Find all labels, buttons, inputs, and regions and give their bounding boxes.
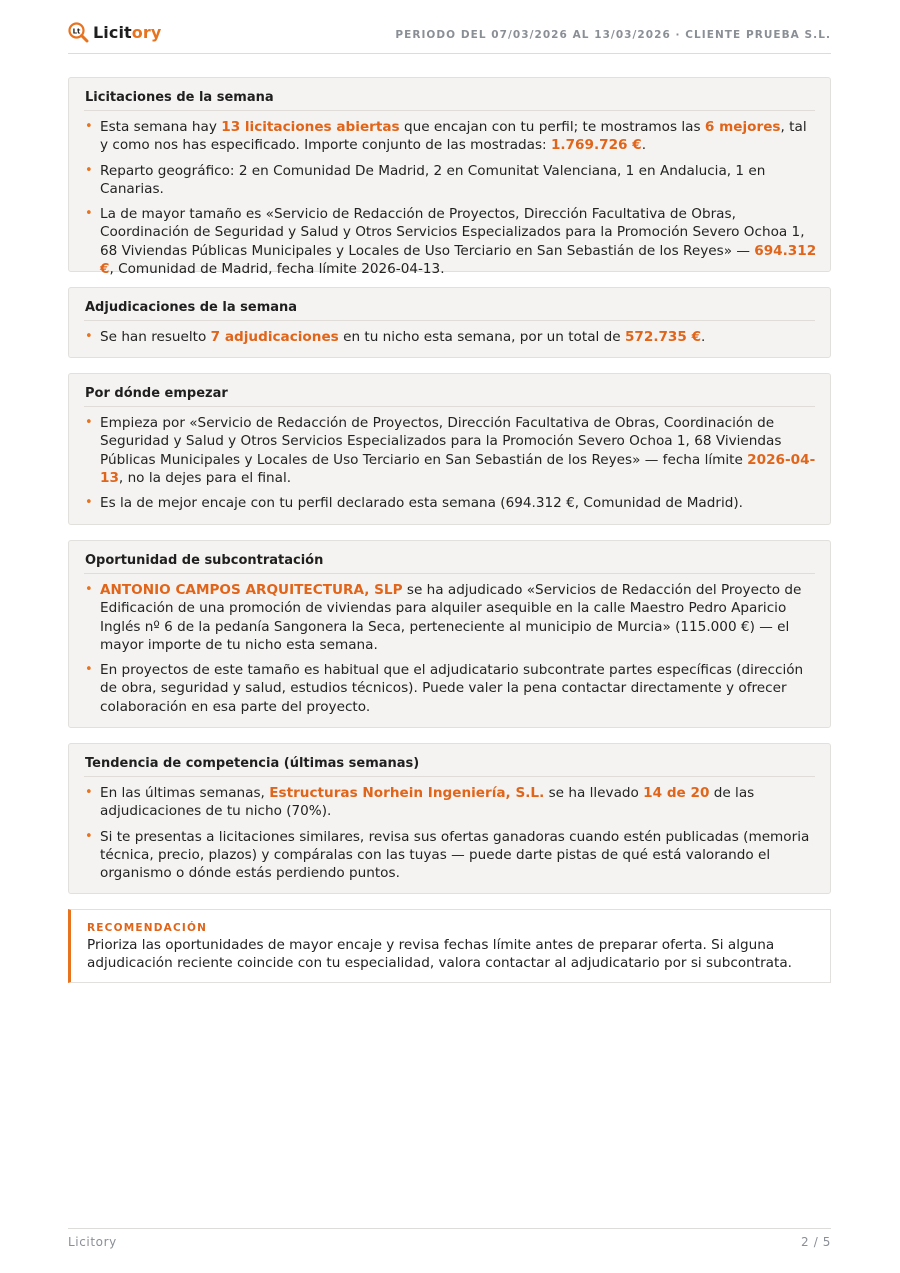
bullet-list <box>69 328 830 353</box>
list-item <box>69 205 830 278</box>
section-title: Tendencia de competencia (últimas semanas) <box>85 756 420 771</box>
highlight-text: ANTONIO CAMPOS ARQUITECTURA, SLP <box>100 582 403 598</box>
item-text: se ha adjudicado «Servicios de Redacción del Proyecto de Edificación de una promoción de viviendas para alquiler asequible en la calle Maestro Pedro Aparicio Inglés nº 6 de la pedanía Sangonera la Seca, perteneciente al municipio de Murcia» (115.000 €) — el mayor importe de tu nicho esta semana. <box>100 582 802 653</box>
list-item <box>69 581 830 654</box>
item-text: Si te presentas a licitaciones similares, revisa sus ofertas ganadoras cuando estén publicadas (memoria técnica, precio, plazos) y compáralas con las tuyas — puede darte pistas de qué está valorando el organismo o dónde estás perdiendo puntos. <box>100 828 810 882</box>
list-item <box>69 328 830 346</box>
highlight-text: 13 licitaciones abiertas <box>221 119 400 135</box>
item-text: En las últimas semanas, <box>100 785 270 801</box>
bullet-dot-icon: • <box>85 119 93 134</box>
highlight-text: Estructuras Norhein Ingeniería, S.L. <box>269 785 545 801</box>
list-item <box>69 118 830 155</box>
bullet-list <box>69 414 830 519</box>
item-text: en tu nicho esta semana, por un total de <box>338 329 625 345</box>
list-item <box>69 162 830 199</box>
item-text: de las adjudicaciones de tu nicho (70%). <box>100 785 755 820</box>
highlight-text: 7 adjudicaciones <box>210 329 339 345</box>
section-title: Adjudicaciones de la semana <box>85 300 298 315</box>
recommendation-text: Prioriza las oportunidades de mayor encaje y revisa fechas límite antes de preparar oferta. Si alguna adjudicación reciente coincide con tu especialidad, valora contactar al adjudicatario por si subcontrata. <box>87 937 792 972</box>
bullet-dot-icon: • <box>85 582 93 597</box>
section-title: Por dónde empezar <box>85 386 228 401</box>
bullet-dot-icon: • <box>85 662 93 678</box>
list-item <box>69 494 830 512</box>
item-text: Es la de mejor encaje con tu perfil declarado esta semana (694.312 €, Comunidad de Madrid). <box>100 495 744 512</box>
item-text: . <box>641 137 647 154</box>
item-text: La de mayor tamaño es «Servicio de Redacción de Proyectos, Dirección Facultativa de Obras, Coordinación de Seguridad y Salud y Otros Servicios Especializados para la Promoción Severo Ochoa 1, 68 Viviendas Públicas Municipales y Locales de Uso Terciario en San Sebastián de los Reyes» — <box>100 206 805 259</box>
recommendation-callout <box>68 909 831 983</box>
item-text: que encajan con tu perfil; te mostramos las <box>399 119 705 135</box>
bullet-dot-icon: • <box>85 206 93 222</box>
list-item <box>69 828 830 883</box>
highlight-text: 6 mejores <box>704 119 781 135</box>
section-licitaciones <box>68 77 831 278</box>
section-divider <box>84 320 815 321</box>
bullet-list <box>69 118 830 285</box>
section-divider <box>84 776 815 777</box>
section-por-donde-empezar <box>68 373 831 525</box>
item-text: Empieza por «Servicio de Redacción de Proyectos, Dirección Facultativa de Obras, Coordinación de Seguridad y Salud y Otros Servicios Especializados para la Promoción Severo Ochoa 1, 68 Viviendas Públicas Municipales y Locales de Uso Terciario en San Sebastián de los Reyes» — fecha límite <box>100 415 782 468</box>
bullet-dot-icon: • <box>85 785 93 800</box>
section-divider <box>84 110 815 111</box>
list-item <box>69 661 830 716</box>
section-subcontratacion <box>68 540 831 728</box>
recommendation-label: RECOMENDACIÓN <box>87 922 208 934</box>
magnifier-logo-icon <box>68 22 89 43</box>
item-text: se ha llevado <box>544 785 644 801</box>
item-text: , Comunidad de Madrid, fecha límite 2026-04-13. <box>109 261 445 278</box>
item-text: , tal y como nos has especificado. Importe conjunto de las mostradas: <box>100 119 807 154</box>
list-item <box>69 784 830 821</box>
page-number: 2 / 5 <box>801 1235 831 1249</box>
period-label: PERIODO DEL 07/03/2026 AL 13/03/2026 · CLIENTE PRUEBA S.L. <box>395 29 831 41</box>
list-item <box>69 414 830 487</box>
section-title: Oportunidad de subcontratación <box>85 553 324 568</box>
item-text: , no la dejes para el final. <box>118 469 292 486</box>
bullet-dot-icon: • <box>85 495 93 511</box>
bullet-dot-icon: • <box>85 415 93 430</box>
item-text: Se han resuelto <box>100 329 211 345</box>
highlight-text: 572.735 € <box>624 329 702 345</box>
section-divider <box>84 573 815 574</box>
item-text: Esta semana hay <box>100 119 222 135</box>
bullet-dot-icon: • <box>85 329 93 344</box>
item-text: Reparto geográfico: 2 en Comunidad De Madrid, 2 en Comunitat Valenciana, 1 en Andalucia, 1 en Canarias. <box>100 162 766 197</box>
brand-logo <box>68 22 161 43</box>
highlight-text: 2026-04-13 <box>100 451 816 486</box>
page-header <box>68 22 831 54</box>
bullet-dot-icon: • <box>85 162 93 178</box>
bullet-list <box>69 784 830 889</box>
item-text: . <box>701 329 706 345</box>
section-divider <box>84 406 815 407</box>
page-footer <box>68 1228 831 1253</box>
highlight-text: 694.312 € <box>100 242 817 278</box>
brand-name: Licitory <box>93 23 162 42</box>
section-adjudicaciones <box>68 287 831 358</box>
highlight-text: 14 de 20 <box>643 785 710 801</box>
highlight-text: 1.769.726 € <box>550 137 642 154</box>
bullet-dot-icon: • <box>85 828 93 844</box>
item-text: En proyectos de este tamaño es habitual que el adjudicatario subcontrate partes específicas (dirección de obra, seguridad y salud, estudios técnicos). Puede valer la pena contactar directamente y ofrecer colaboración en esa parte del proyecto. <box>100 662 804 715</box>
svg-text:Lt: Lt <box>72 27 81 36</box>
footer-brand: Licitory <box>68 1235 117 1249</box>
section-title: Licitaciones de la semana <box>85 90 274 105</box>
bullet-list <box>69 581 830 723</box>
section-tendencia <box>68 743 831 894</box>
